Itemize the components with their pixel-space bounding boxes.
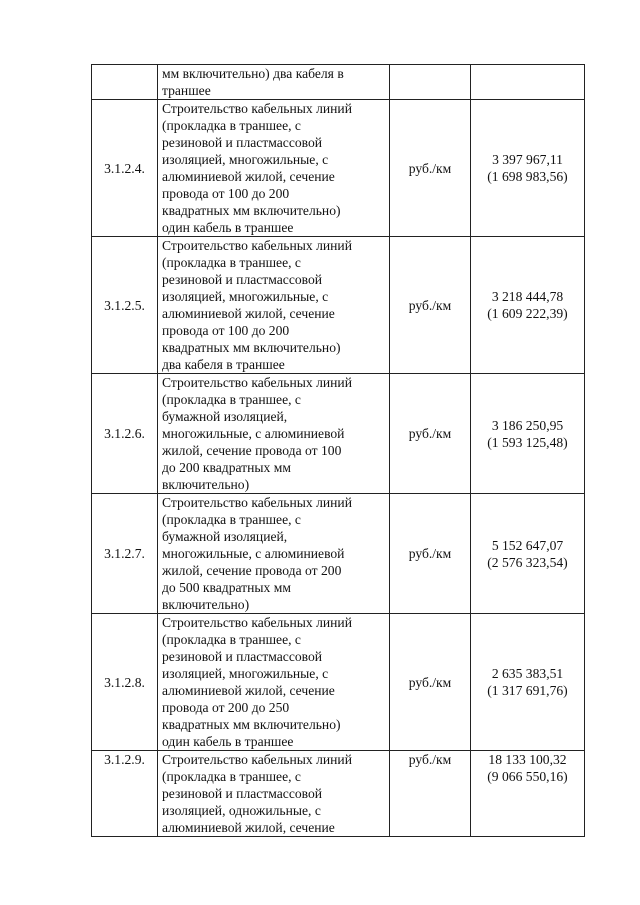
row-number-cell: 3.1.2.9. [92,751,158,837]
row-value-cell: 3 186 250,95 (1 593 125,48) [471,374,585,494]
row-description-cell: Строительство кабельных линий (прокладка в траншее, с бумажной изоляцией, многожильные, с алюминиевой жилой, сечение провода от 100 до 200 квадратных мм включительно) [158,374,390,494]
row-description-cell: Строительство кабельных линий (прокладка в траншее, с резиновой и пластмассовой изоляцией, многожильные, с алюминиевой жилой, сечение провода от 200 до 250 квадратных мм включительно) один кабель в траншее [158,614,390,751]
row-unit-cell: руб./км [390,751,471,837]
row-unit-cell: руб./км [390,374,471,494]
row-unit-cell: руб./км [390,614,471,751]
table-row [92,65,585,100]
row-value-cell: 3 397 967,11 (1 698 983,56) [471,100,585,237]
row-description-cell: мм включительно) два кабеля в траншее [158,65,390,100]
row-unit-cell: руб./км [390,494,471,614]
row-number-cell [92,65,158,100]
rates-table [91,64,585,837]
row-value-cell: 5 152 647,07 (2 576 323,54) [471,494,585,614]
row-value-cell: 18 133 100,32 (9 066 550,16) [471,751,585,837]
table-row [92,237,585,374]
row-description-cell: Строительство кабельных линий (прокладка в траншее, с бумажной изоляцией, многожильные, с алюминиевой жилой, сечение провода от 200 до 500 квадратных мм включительно) [158,494,390,614]
table-row [92,100,585,237]
row-value-cell: 3 218 444,78 (1 609 222,39) [471,237,585,374]
table-row [92,494,585,614]
row-number-cell: 3.1.2.6. [92,374,158,494]
row-unit-cell: руб./км [390,100,471,237]
row-description-cell: Строительство кабельных линий (прокладка в траншее, с резиновой и пластмассовой изоляцией, одножильные, с алюминиевой жилой, сечение [158,751,390,837]
row-number-cell: 3.1.2.7. [92,494,158,614]
table-row [92,751,585,837]
row-description-cell: Строительство кабельных линий (прокладка в траншее, с резиновой и пластмассовой изоляцией, многожильные, с алюминиевой жилой, сечение провода от 100 до 200 квадратных мм включительно) один кабель в траншее [158,100,390,237]
row-unit-cell [390,65,471,100]
row-number-cell: 3.1.2.5. [92,237,158,374]
row-number-cell: 3.1.2.4. [92,100,158,237]
table-row [92,614,585,751]
row-number-cell: 3.1.2.8. [92,614,158,751]
row-value-cell [471,65,585,100]
row-unit-cell: руб./км [390,237,471,374]
table-row [92,374,585,494]
row-description-cell: Строительство кабельных линий (прокладка в траншее, с резиновой и пластмассовой изоляцией, многожильные, с алюминиевой жилой, сечение провода от 100 до 200 квадратных мм включительно) два кабеля в траншее [158,237,390,374]
row-value-cell: 2 635 383,51 (1 317 691,76) [471,614,585,751]
